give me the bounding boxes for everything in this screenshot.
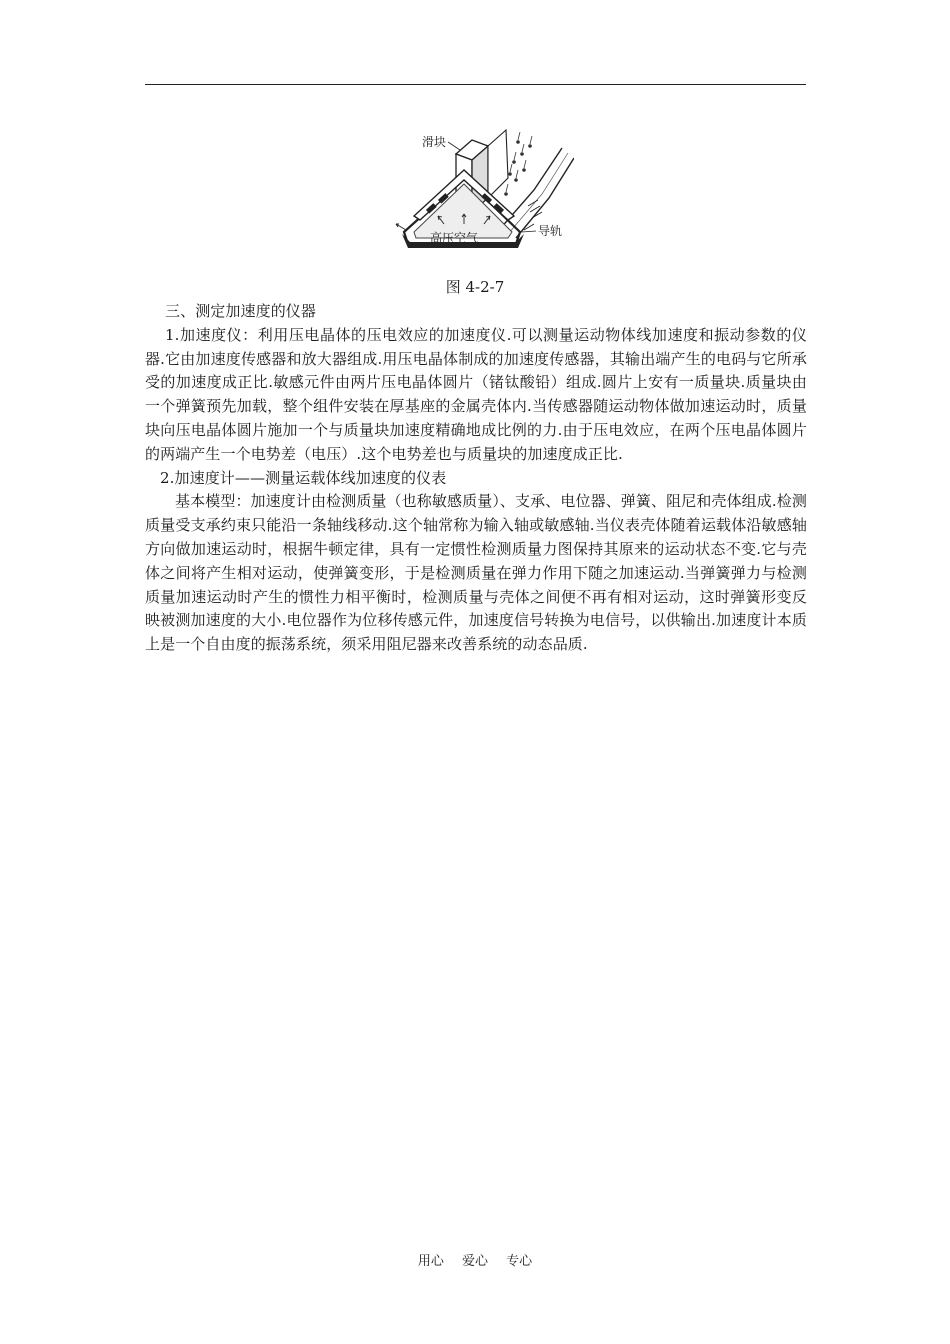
- air-label: 高压空气: [430, 231, 479, 245]
- paragraph-basic-model: 基本模型：加速度计由检测质量（也称敏感质量）、支承、电位器、弹簧、阻尼和壳体组成.检测质量受支承约束只能沿一条轴线移动.这个轴常称为输入轴或敏感轴.当仪表壳体随着运载体沿敏感轴方向做加速运动时，根据牛顿定律，具有一定惯性检测质量力图保持其原来的运动状态不变.它与壳体之间将产生相对运动，使弹簧变形，于是检测质量在弹力作用下随之加速运动.当弹簧弹力与检测质量加速运动时产生的惯性力相平衡时，检测质量与壳体之间便不再有相对运动，这时弹簧形变反映被测加速度的大小.电位器作为位移传感元件，加速度信号转换为电信号，以供输出.加速度计本质上是一个自由度的振荡系统，须采用阻尼器来改善系统的动态品质.: [145, 492, 807, 654]
- figure-caption: 图 4-2-7: [445, 278, 505, 296]
- item-2-heading: 2.加速度计——测量运载体线加速度的仪表: [160, 468, 447, 487]
- rail-label: 导轨: [538, 224, 563, 238]
- air-track-diagram: [384, 120, 574, 258]
- footer-item: 用心: [417, 1254, 444, 1269]
- rail-edge-mid: [508, 153, 568, 234]
- footer-item: 专心: [506, 1254, 533, 1269]
- header-rule: [145, 84, 806, 85]
- slider-leader: [448, 142, 460, 150]
- paragraph-accelerometer: 1.加速度仪：利用压电晶体的压电效应的加速度仪.可以测量运动物体线加速度和振动参数的仪器.它由加速度传感器和放大器组成.用压电晶体制成的加速度传感器，其输出端产生的电码与它所承受的加速度成正比.敏感元件由两片压电晶体圆片（锗钛酸铅）组成.圆片上安有一质量块.质量块由一个弹簧预先加载，整个组件安装在厚基座的金属壳体内.当传感器随运动物体做加速运动时，质量块向压电晶体圆片施加一个与质量块加速度精确地成比例的力.由于压电效应，在两个压电晶体圆片的两端产生一个电势差（电压）.这个电势差也与质量块的加速度成正比.: [145, 325, 807, 463]
- slider-body: [488, 130, 508, 198]
- page-footer: [0, 1250, 950, 1269]
- document-body: [145, 300, 807, 657]
- section-heading: 三、测定加速度的仪器: [165, 302, 317, 320]
- rail-leader: [522, 231, 536, 232]
- air-track-figure: [384, 120, 574, 258]
- footer-item: 爱心: [461, 1254, 488, 1269]
- slider-label: 滑块: [422, 135, 447, 149]
